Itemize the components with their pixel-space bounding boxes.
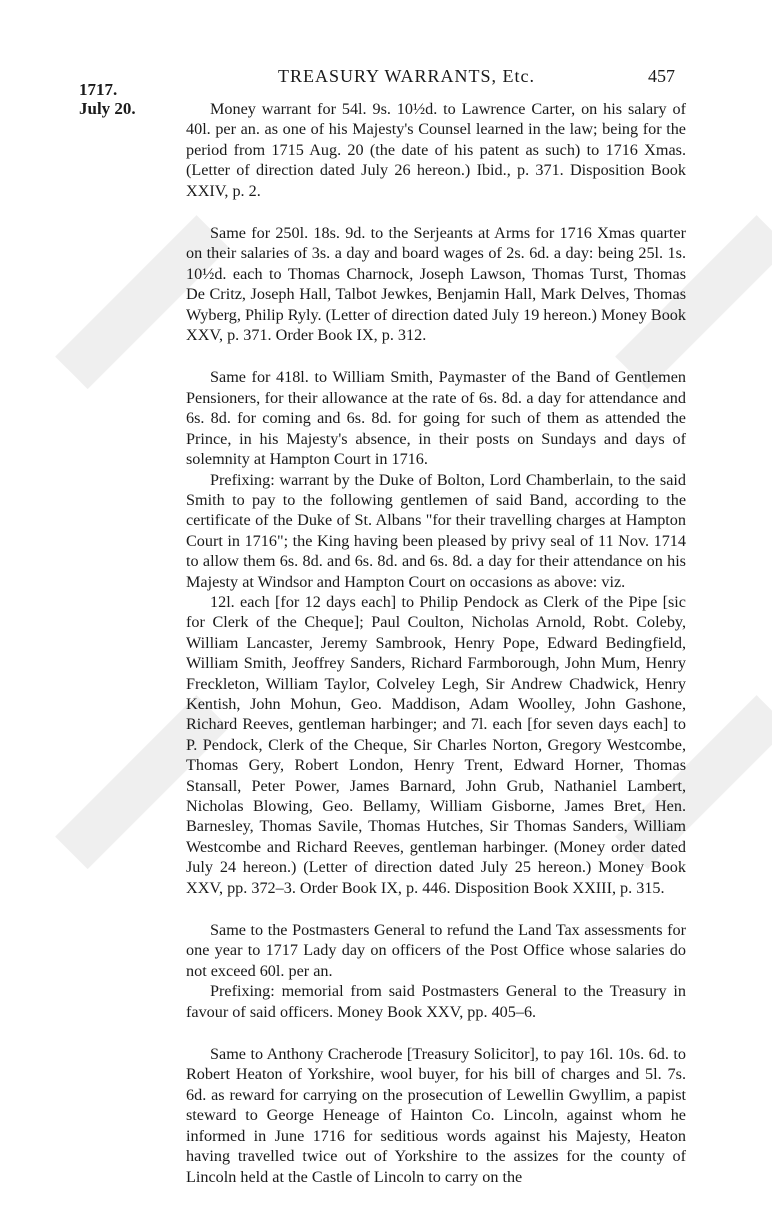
margin-date: July 20. (79, 99, 136, 118)
entry-paragraph: Same for 250l. 18s. 9d. to the Serjeants at Arms for 1716 Xmas quarter on their salaries of 3s. a day and board wages of 2s. 6d. a day: being 25l. 1s. 10½d. each to Thomas Charnock, Joseph Lawson, Thomas Turst, Thomas De Critz, Joseph Hall, Talbot Jewkes, Benjamin Hall, Mark Delves, Thomas Wyberg, Philip Ryly. (Letter of direction dated July 19 hereon.) Money Book XXV, p. 371. Order Book IX, p. 312. (186, 224, 686, 345)
entry-paragraph: Same to Anthony Cracherode [Treasury Solicitor], to pay 16l. 10s. 6d. to Robert Heaton of Yorkshire, wool buyer, for his bill of charges and 5l. 7s. 6d. as reward for carrying on the prosecution of Lewellin Gwyllim, a papist steward to George Heneage of Hainton Co. Lincoln, against whom he informed in June 1716 for seditious words against his Majesty, Heaton having travelled twice out of Yorkshire to the assizes for the county of Lincoln held at the Castle of Lincoln to carry on the (186, 1045, 686, 1186)
entry-gentlemen-pensioners (186, 367, 686, 898)
margin-year: 1717. (79, 80, 118, 99)
running-head: TREASURY WARRANTS, Etc. (278, 66, 536, 86)
document-body (186, 99, 686, 1209)
page-number: 457 (648, 66, 675, 86)
entry-lawrence-carter (186, 99, 686, 201)
entry-prefixing-paragraph: Prefixing: memorial from said Postmasters General to the Treasury in favour of said officers. Money Book XXV, pp. 405–6. (186, 982, 686, 1021)
entry-postmasters-general (186, 920, 686, 1022)
entry-serjeants-at-arms (186, 223, 686, 345)
entry-anthony-cracherode (186, 1044, 686, 1187)
entry-list-paragraph: 12l. each [for 12 days each] to Philip Pendock as Clerk of the Pipe [sic for Clerk of the Cheque]; Paul Coulton, Nicholas Arnold, Robt. Coleby, William Lancaster, Jeremy Sambrook, Henry Pope, Edward Bedingfield, William Smith, Jeoffrey Sanders, Richard Farmborough, John Mum, Henry Freckleton, William Taylor, Colveley Legh, Sir Andrew Chadwick, Henry Kentish, John Mohun, Geo. Maddison, Adam Woolley, John Gashone, Richard Reeves, gentleman harbinger; and 7l. each [for seven days each] to P. Pendock, Clerk of the Cheque, Sir Charles Norton, Gregory Westcombe, Thomas Gery, Robert London, Henry Trent, Edward Horner, Thomas Stansall, Peter Power, James Barnard, John Grub, Nathaniel Lambert, Nicholas Blowing, Geo. Bellamy, William Gisborne, James Bret, Hen. Barnesley, Thomas Savile, Thomas Hutches, Sir Thomas Sanders, William Westcombe and Richard Reeves, gentleman harbinger. (Money order dated July 24 hereon.) (Letter of direction dated July 25 hereon.) Money Book XXV, pp. 372–3. Order Book IX, p. 446. Disposition Book XXIII, p. 315. (186, 592, 686, 897)
entry-prefixing-paragraph: Prefixing: warrant by the Duke of Bolton, Lord Chamberlain, to the said Smith to pay to the following gentlemen of said Band, according to the certificate of the Duke of St. Albans "for their travelling charges at Hampton Court in 1716"; the King having been pleased by privy seal of 11 Nov. 1714 to allow them 6s. 8d. and 6s. 8d. and 6s. 8d. a day for their attendance on his Majesty at Windsor and Hampton Court on occasions as above: viz. (186, 470, 686, 591)
entry-paragraph: Same for 418l. to William Smith, Paymaster of the Band of Gentlemen Pensioners, for their allowance at the rate of 6s. 8d. a day for attendance and 6s. 8d. for coming and 6s. 8d. for going for such of them as attended the Prince, in his Majesty's absence, in their posts on Sundays and days of solemnity at Hampton Court in 1716. (186, 368, 686, 469)
entry-paragraph: Same to the Postmasters General to refund the Land Tax assessments for one year to 1717 Lady day on officers of the Post Office whose salaries do not exceed 60l. per an. (186, 921, 686, 980)
entry-paragraph: Money warrant for 54l. 9s. 10½d. to Lawrence Carter, on his salary of 40l. per an. as one of his Majesty's Counsel learned in the law; being for the period from 1715 Aug. 20 (the date of his patent as such) to 1716 Xmas. (Letter of direction dated July 26 hereon.) Ibid., p. 371. Disposition Book XXIV, p. 2. (186, 100, 686, 200)
